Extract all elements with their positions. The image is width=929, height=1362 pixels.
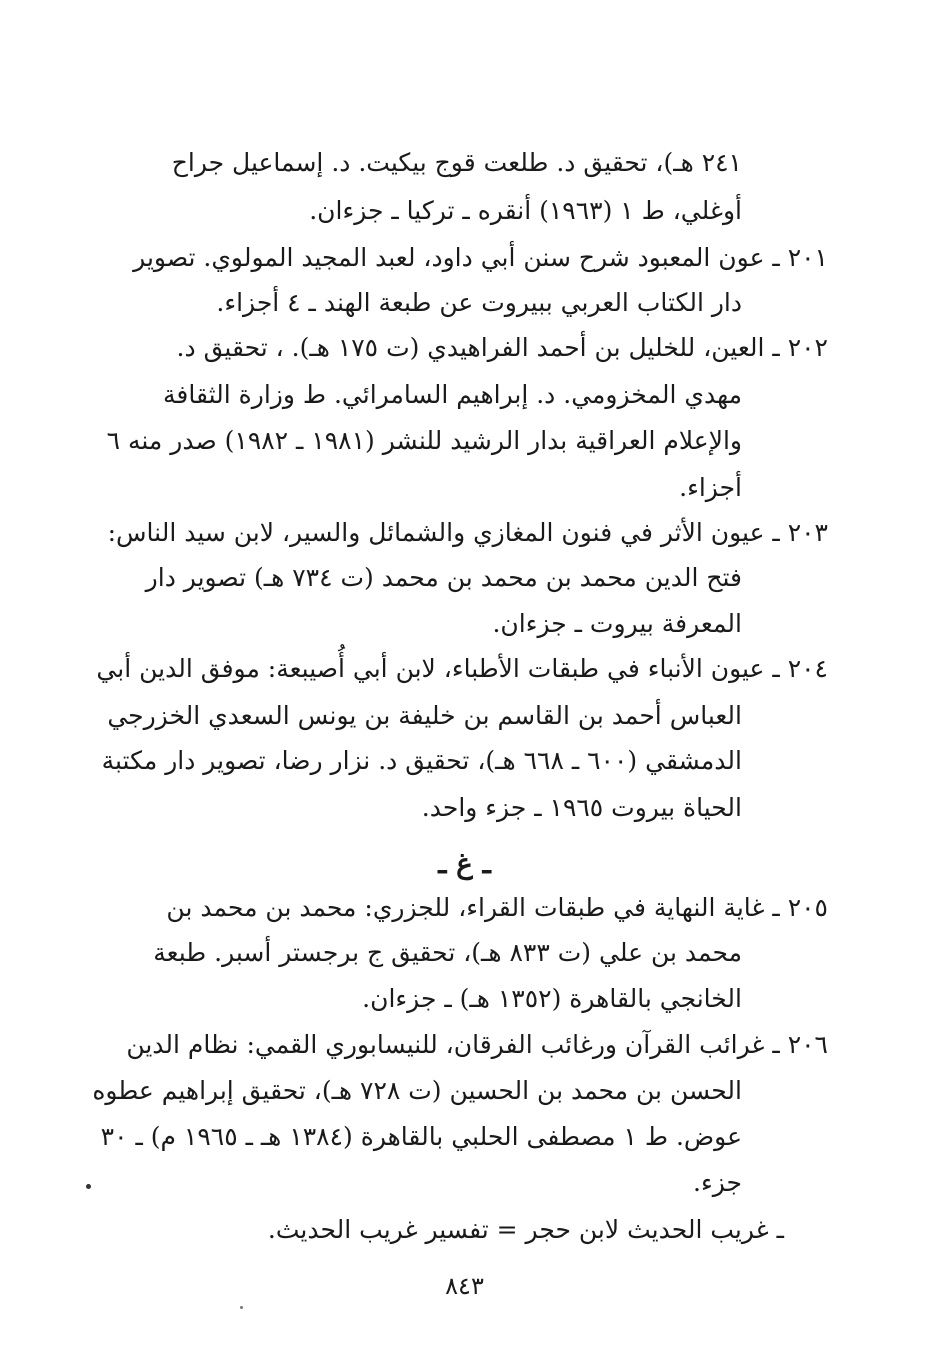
entry-202-line-3: والإعلام العراقية بدار الرشيد للنشر (١٩٨١ ـ ١٩٨٢) صدر منه ٦ (106, 426, 742, 455)
scan-speck (86, 1184, 91, 1189)
entry-206-line-1: ٢٠٦ ـ غرائب القرآن ورغائب الفرقان، للنيسابوري القمي: نظام الدين (126, 1030, 828, 1059)
entry-200-line-3: أوغلي، ط ١ (١٩٦٣) أنقره ـ تركيا ـ جزءان. (309, 196, 742, 225)
entry-203-line-2: فتح الدين محمد بن محمد بن محمد (ت ٧٣٤ هـ) تصوير دار (145, 563, 742, 592)
entry-206-line-4: جزء. (693, 1168, 742, 1197)
entry-200-line-2: ٢٤١ هـ)، تحقيق د. طلعت قوج بيكيت. د. إسماعيل جراح (171, 148, 742, 177)
page-number: ٨٤٣ (445, 1272, 484, 1300)
scan-speck (240, 1306, 243, 1309)
entry-204-line-4: الحياة بيروت ١٩٦٥ ـ جزء واحد. (421, 793, 742, 822)
entry-206-line-3: عوض. ط ١ مصطفى الحلبي بالقاهرة (١٣٨٤ هـ ـ ١٩٦٥ م) ـ ٣٠ (100, 1122, 742, 1151)
entry-204-line-3: الدمشقي (٦٠٠ ـ ٦٦٨ هـ)، تحقيق د. نزار رضا، تصوير دار مكتبة (101, 746, 742, 775)
entry-201-line-2: دار الكتاب العربي ببيروت عن طبعة الهند ـ ٤ أجزاء. (216, 288, 742, 317)
entry-202-line-1: ٢٠٢ ـ العين، للخليل بن أحمد الفراهيدي (ت ١٧٥ هـ). ، تحقيق د. (176, 333, 828, 362)
section-heading: ـ غ ـ (438, 847, 491, 880)
bibliography-text (92, 0, 828, 1362)
entry-205-line-2: محمد بن علي (ت ٨٣٣ هـ)، تحقيق ج برجستر أسبر. طبعة (153, 938, 742, 967)
entry-205-line-3: الخانجي بالقاهرة (١٣٥٢ هـ) ـ جزءان. (362, 984, 742, 1013)
entry-202-line-2: مهدي المخزومي. د. إبراهيم السامرائي. ط وزارة الثقافة (163, 380, 742, 409)
entry-204-line-2: العباس أحمد بن القاسم بن خليفة بن يونس السعدي الخزرجي (107, 701, 742, 730)
entry-205-line-1: ٢٠٥ ـ غاية النهاية في طبقات القراء، للجزري: محمد بن محمد بن (166, 893, 828, 922)
entry-202-line-4: أجزاء. (679, 473, 742, 502)
cross-reference-line: ـ غريب الحديث لابن حجر = تفسير غريب الحديث. (267, 1215, 784, 1244)
entry-203-line-3: المعرفة بيروت ـ جزءان. (492, 609, 742, 638)
entry-201-line-1: ٢٠١ ـ عون المعبود شرح سنن أبي داود، لعبد المجيد المولوي. تصوير (133, 243, 828, 272)
entry-203-line-1: ٢٠٣ ـ عيون الأثر في فنون المغازي والشمائل والسير، لابن سيد الناس: (107, 518, 828, 547)
entry-204-line-1: ٢٠٤ ـ عيون الأنباء في طبقات الأطباء، لابن أبي أُصيبعة: موفق الدين أبي (96, 654, 828, 683)
entry-206-line-2: الحسن بن محمد بن الحسين (ت ٧٢٨ هـ)، تحقيق إبراهيم عطوه (92, 1076, 742, 1105)
